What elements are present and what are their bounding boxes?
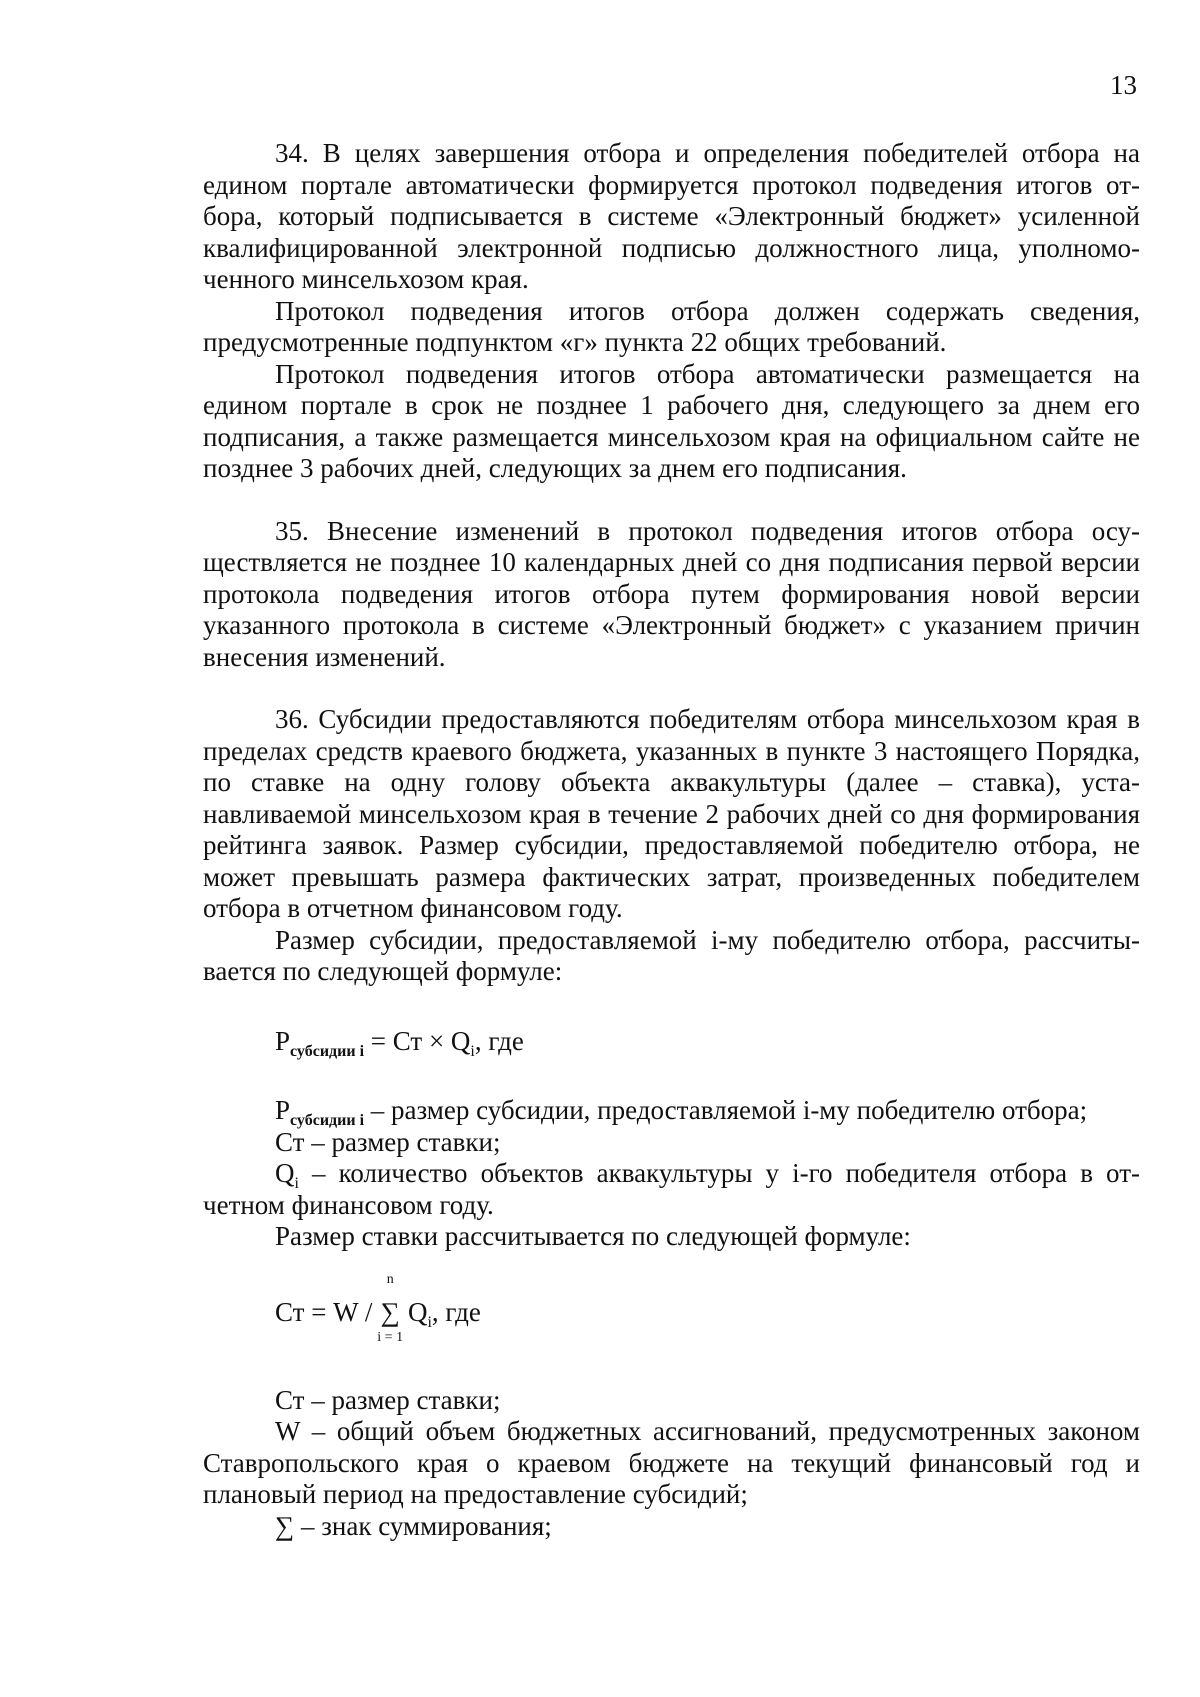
summation-operator — [377, 1271, 404, 1345]
paragraph-34: 34. В целях завершения отбора и определения победителей отбора на едином портале автоматически формируется протокол подведения итогов отбора, который подписывается в системе «Электронный бюджет» усиленной квалифицированной электронной подписью должностного лица, уполномоченного минсельхозом края. — [203, 138, 1140, 294]
definition-rate-2: Ст – размер ставки; — [275, 1384, 501, 1415]
definition-subsidy: $Р_{субсидии i}$ – размер субсидии, предоставляемой i-му победителю отбора; — [275, 1095, 1088, 1129]
subsidy-formula: $Р_{субсидии i}$ = Ст × $Q_i$, где — [275, 1025, 524, 1060]
document-body — [203, 138, 1140, 1542]
definition-summation: ∑ – знак суммирования; — [275, 1510, 552, 1541]
summation-upper-limit: n — [386, 1271, 394, 1287]
rate-formula-intro: Размер ставки рассчитывается по следующей формуле: — [275, 1221, 911, 1251]
definition-w: W – общий объем бюджетных ассигнований, предусмотренных законом Ставропольского края о краевом бюджете на текущий финансовый год и плановый период на предоставление субсидий; — [203, 1416, 1140, 1509]
subsidy-subscript: субсидии i — [290, 1042, 365, 1060]
summation-icon: ∑ — [380, 1296, 400, 1327]
definition-rate: Ст – размер ставки; — [275, 1126, 501, 1157]
paragraph-34-protocol-contents: Протокол подведения итогов отбора должен содержать сведения, предусмотренные подпунктом «г» пункта 22 общих требований. — [203, 295, 1140, 357]
definition-quantity: $Q_i$ – количество объектов аквакультуры у i-го победителя отбора в отчетном финансовом году. — [203, 1158, 1140, 1220]
paragraph-36: 36. Субсидии предоставляются победителям отбора минсельхозом края в пределах средств краевого бюджета, указанных в пункте 3 настоящего Порядка, по ставке на одну голову объекта аквакультуры (далее – ставка), устанавливаемой минсельхозом края в течение 2 рабочих дней со дня формирования рейтинга заявок. Размер субсидии, предоставляемой победителю отбора, не может превышать размера фактических затрат, произведенных победителем отбора в отчетном финансовом году. — [203, 704, 1140, 923]
paragraph-34-protocol-placement: Протокол подведения итогов отбора автоматически размещается на едином портале в срок не позднее 1 рабочего дня, следующего за днем его подписания, а также размещается минсельхозом края на официальном сайте не позднее 3 рабочих дней, следующих за днем его подписания. — [203, 358, 1140, 483]
formula-intro: Размер субсидии, предоставляемой i-му победителю отбора, рассчитывается по следующей формуле: — [203, 924, 1140, 986]
summation-lower-limit: i = 1 — [377, 1329, 404, 1345]
rate-formula: Ст = W / n ∑ i = 1 $Q_i$, где — [275, 1271, 481, 1345]
page-number: 13 — [1110, 70, 1137, 100]
paragraph-35: 35. Внесение изменений в протокол подведения итогов отбора осуществляется не позднее 10 календарных дней со дня подписания первой версии протокола подведения итогов отбора путем формирования новой версии указанного протокола в системе «Электронный бюджет» с указанием причин внесения изменений. — [203, 515, 1140, 672]
